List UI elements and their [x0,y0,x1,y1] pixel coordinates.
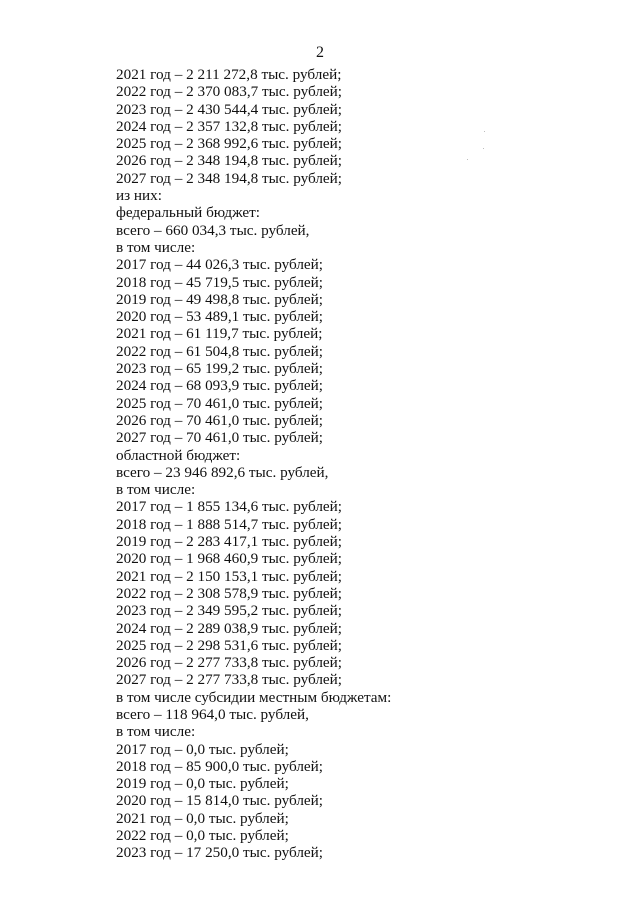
text-line: 2026 год – 2 277 733,8 тыс. рублей; [116,654,343,672]
text-line: 2021 год – 2 150 153,1 тыс. рублей; [116,567,343,585]
scan-speck [483,148,484,149]
text-line: 2022 год – 0,0 тыс. рублей; [116,827,289,845]
text-line: всего – 118 964,0 тыс. рублей, [116,705,309,723]
text-line: 2021 год – 0,0 тыс. рублей; [116,809,289,827]
text-line: 2022 год – 2 370 083,7 тыс. рублей; [116,83,343,101]
text-line: всего – 660 034,3 тыс. рублей, [116,221,310,239]
text-line: 2017 год – 0,0 тыс. рублей; [116,740,289,758]
text-line: 2019 год – 0,0 тыс. рублей; [116,775,289,793]
text-line: в том числе: [116,238,196,256]
text-line: 2026 год – 70 461,0 тыс. рублей; [116,411,324,429]
text-line: 2019 год – 2 283 417,1 тыс. рублей; [116,533,343,551]
text-line: 2021 год – 61 119,7 тыс. рублей; [116,325,323,343]
text-line: 2018 год – 85 900,0 тыс. рублей; [116,757,324,775]
text-line: в том числе: [116,723,196,741]
text-line: 2023 год – 17 250,0 тыс. рублей; [116,844,324,862]
text-line: 2017 год – 1 855 134,6 тыс. рублей; [116,498,343,516]
text-line: 2022 год – 2 308 578,9 тыс. рублей; [116,584,343,602]
text-line: в том числе субсидии местным бюджетам: [116,688,392,706]
text-line: 2017 год – 44 026,3 тыс. рублей; [116,256,324,274]
text-line: 2023 год – 2 349 595,2 тыс. рублей; [116,602,343,620]
text-line: из них: [116,187,162,205]
text-line: 2018 год – 1 888 514,7 тыс. рублей; [116,515,343,533]
scan-speck [467,159,468,160]
text-line: 2024 год – 2 289 038,9 тыс. рублей; [116,619,343,637]
text-line: 2025 год – 2 368 992,6 тыс. рублей; [116,135,343,153]
budget-text-block [116,66,596,862]
text-line: 2026 год – 2 348 194,8 тыс. рублей; [116,152,343,170]
text-line: 2022 год – 61 504,8 тыс. рублей; [116,342,324,360]
text-line: 2021 год – 2 211 272,8 тыс. рублей; [116,66,342,83]
text-line: в том числе: [116,481,196,499]
text-line: 2027 год – 70 461,0 тыс. рублей; [116,429,324,447]
text-line: 2025 год – 2 298 531,6 тыс. рублей; [116,636,343,654]
text-line: 2023 год – 2 430 544,4 тыс. рублей; [116,100,343,118]
text-line: 2020 год – 53 489,1 тыс. рублей; [116,308,324,326]
text-line: 2019 год – 49 498,8 тыс. рублей; [116,290,324,308]
text-line: 2020 год – 1 968 460,9 тыс. рублей; [116,550,343,568]
text-line: 2020 год – 15 814,0 тыс. рублей; [116,792,324,810]
text-line: 2027 год – 2 277 733,8 тыс. рублей; [116,671,343,689]
text-line: 2018 год – 45 719,5 тыс. рублей; [116,273,324,291]
text-line: 2024 год – 2 357 132,8 тыс. рублей; [116,117,343,135]
text-line: 2023 год – 65 199,2 тыс. рублей; [116,360,324,378]
page-number: 2 [316,44,324,61]
scan-speck [484,131,485,132]
text-line: федеральный бюджет: [116,204,260,222]
text-line: 2024 год – 68 093,9 тыс. рублей; [116,377,324,395]
text-line: 2025 год – 70 461,0 тыс. рублей; [116,394,324,412]
text-line: областной бюджет: [116,446,241,464]
text-line: всего – 23 946 892,6 тыс. рублей, [116,463,329,481]
text-line: 2027 год – 2 348 194,8 тыс. рублей; [116,169,343,187]
